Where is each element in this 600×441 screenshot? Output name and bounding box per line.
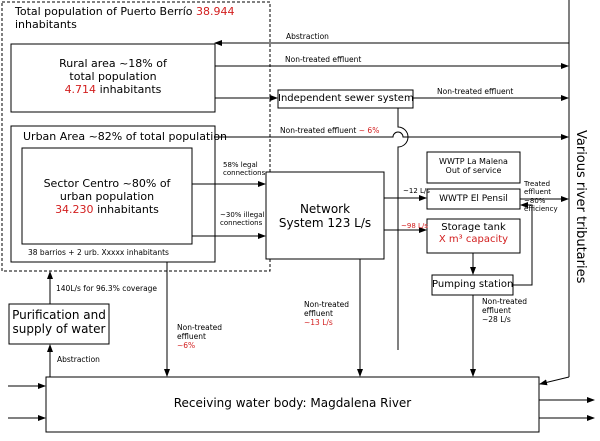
storage-tank-line2: X m³ capacity — [438, 233, 509, 245]
sector-centro-line2: urban population — [59, 189, 155, 203]
to-pensil-label: ~12 L/s — [403, 187, 430, 195]
total-population-label: Total population of Puerto Berrío 38.944 inhabitants — [15, 5, 235, 31]
abstraction-top-label: Abstraction — [286, 32, 329, 41]
rural-area-text — [11, 58, 215, 97]
illegal-line1: ~30% illegal — [220, 211, 265, 219]
barrios-text: 38 barrios + 2 urb. Xxxxx inhabitants — [28, 248, 169, 257]
purification-line2: supply of water — [12, 322, 106, 337]
total-population-unit: inhabitants — [15, 17, 77, 31]
tributaries-to-river-arrow — [540, 377, 569, 384]
nt-urban-line1: Non-treated — [177, 323, 223, 332]
non-treated-urban-label — [280, 127, 379, 136]
network-line2: System 123 L/s — [278, 216, 372, 231]
wwtp-malena-line1: WWTP La Malena — [439, 157, 508, 166]
illegal-connections-label — [220, 211, 264, 228]
abstraction-bottom-label: Abstraction — [57, 355, 100, 364]
rural-area-line2: total population — [69, 69, 157, 83]
non-treated-urban-pct: ~ 6% — [358, 126, 380, 135]
nt-pump-line2: effluent — [482, 305, 511, 315]
non-treated-rural-label: Non-treated effluent — [285, 55, 362, 64]
purification-text — [9, 308, 109, 336]
network-line1: Network — [299, 202, 351, 216]
storage-tank-line1: Storage tank — [441, 222, 506, 233]
rural-area-line1: Rural area ~18% of — [59, 57, 167, 70]
nt-pump-line1: Non-treated — [482, 297, 528, 306]
sector-centro-text — [22, 178, 192, 217]
treated-line3: ~80% — [524, 196, 546, 205]
pumping-station-text: Pumping station — [432, 279, 514, 290]
wwtp-malena-text — [427, 157, 520, 176]
river-tributaries-label: Various river tributaries — [573, 130, 588, 284]
nt-urban-line2: effluent — [177, 331, 206, 341]
nt-network-line1: Non-treated — [304, 300, 350, 309]
nt-network-value: ~13 L/s — [304, 317, 333, 327]
independent-sewer-text: Independent sewer system — [278, 93, 414, 104]
wwtp-pensil-text: WWTP El Pensil — [439, 194, 508, 204]
nt-urban-label — [177, 324, 222, 351]
treated-line2: effluent — [524, 188, 551, 197]
to-storage-label: ~98 L/s — [401, 222, 428, 230]
total-population-value: 38.944 — [196, 5, 235, 18]
illegal-line2: connections — [220, 219, 263, 228]
nt-pump-label — [482, 298, 527, 325]
rural-area-unit: inhabitants — [99, 82, 162, 96]
treated-line1: Treated — [524, 180, 551, 188]
nt-network-label — [304, 301, 349, 328]
receiving-water-body-text: Receiving water body: Magdalena River — [173, 396, 412, 410]
treated-effluent-label — [524, 180, 558, 213]
rural-area-value: 4.714 — [64, 82, 97, 96]
legal-connections-label — [223, 161, 265, 178]
purification-line1: Purification and — [12, 308, 106, 322]
legal-line2: connections — [223, 169, 266, 178]
treated-line4: efficiency — [524, 204, 558, 213]
urban-area-title: Urban Area ~82% of total population — [23, 130, 228, 143]
wwtp-malena-line2: Out of service — [445, 166, 502, 176]
sector-centro-unit: inhabitants — [97, 202, 159, 216]
non-treated-urban-text: Non-treated effluent — [280, 126, 357, 135]
supply-label: 140L/s for 96.3% coverage — [56, 284, 158, 293]
non-treated-sewer-label: Non-treated effluent — [437, 87, 514, 96]
sector-centro-line1: Sector Centro ~80% of — [43, 177, 171, 190]
nt-urban-value: ~6% — [177, 340, 196, 350]
network-text — [266, 202, 384, 230]
sector-centro-value: 34.230 — [55, 202, 94, 216]
nt-network-line2: effluent — [304, 308, 333, 318]
urban-non-treated-arrow — [215, 132, 568, 137]
storage-tank-text — [427, 222, 520, 246]
nt-pump-value: ~28 L/s — [482, 314, 511, 324]
legal-line1: 58% legal — [223, 161, 258, 169]
